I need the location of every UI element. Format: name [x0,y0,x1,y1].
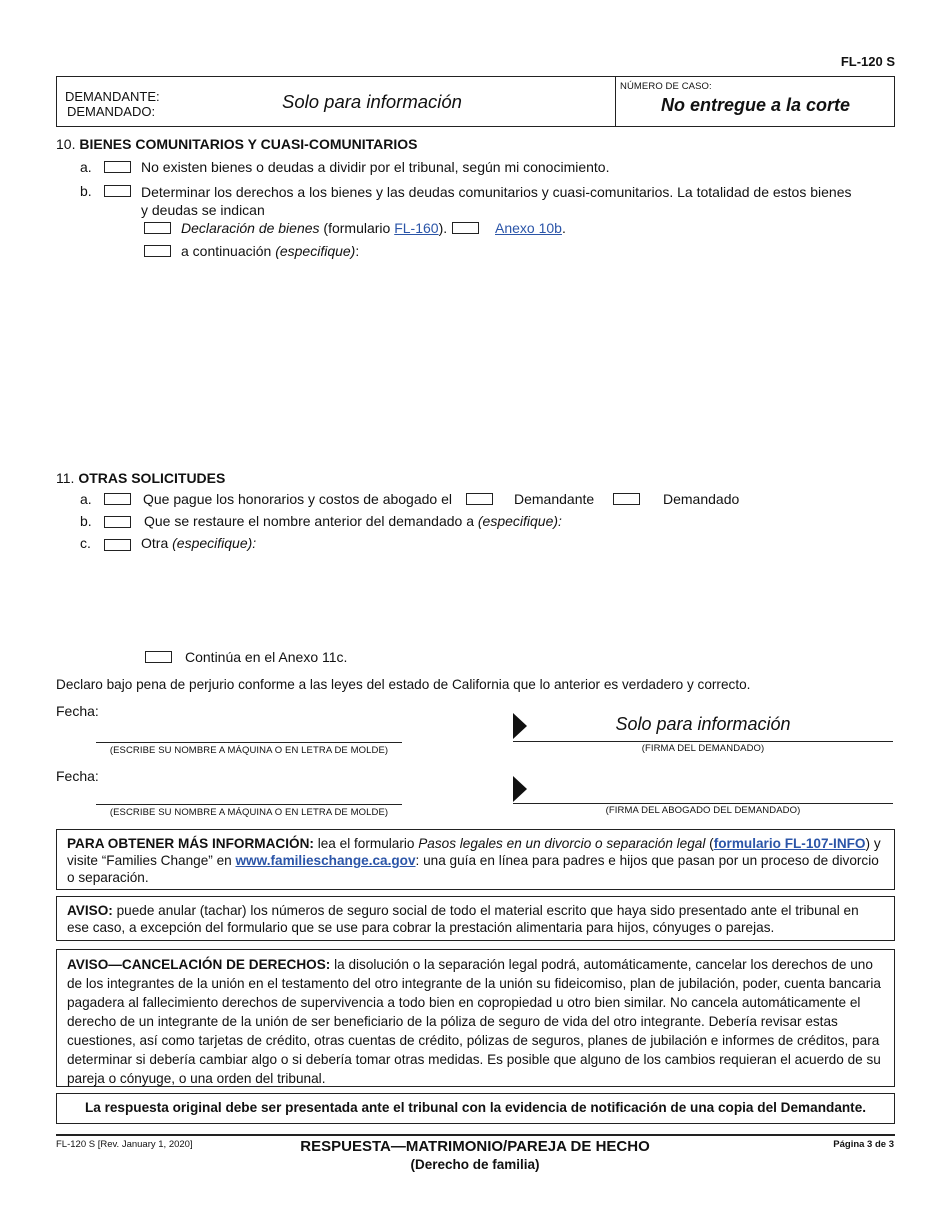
respondent-label: DEMANDADO: [66,104,156,119]
date-label-1: Fecha: [56,703,99,719]
attachment-10b-link[interactable]: Anexo 10b [495,220,562,236]
section-10-title: BIENES COMUNITARIOS Y CUASI-COMUNITARIOS [79,136,418,152]
checkbox-11c[interactable] [104,539,131,551]
item-10a-letter: a. [80,159,92,175]
item-11b-italic: (especifique): [477,513,562,529]
declaration-of-property-text [181,220,447,236]
below-colon: : [355,243,360,259]
item-11a-text: Que pague los honorarios y costos de abogado el [143,491,452,507]
attachment-10b-text [495,220,566,236]
attachment-10b-end: . [561,220,566,236]
families-change-link[interactable]: www.familieschange.ca.gov [235,853,416,868]
section-10-heading [56,136,417,152]
case-number-label: NÚMERO DE CASO: [620,81,712,92]
ssn-notice-text [67,902,884,936]
item-11c-italic: (especifique): [172,535,257,551]
respondent-option: Demandado [663,491,740,507]
fl-160-link[interactable]: FL-160 [394,220,439,236]
more-info-italic: Pasos legales en un divorcio o separación legal [418,836,706,851]
item-11c-letter: c. [80,535,91,551]
item-10b-line2: y deudas se indican [141,202,265,218]
fl-107-info-link[interactable]: formulario FL-107-INFO [713,836,866,851]
checkbox-11a-respondent[interactable] [613,493,640,505]
signature-line-1[interactable] [513,741,893,742]
item-11b-letter: b. [80,513,92,529]
signature-line-2[interactable] [513,803,893,804]
section-11-number: 11. [56,470,75,486]
item-11c-text [141,535,256,551]
checkbox-10b-below[interactable] [144,245,171,257]
name-caption-2: (ESCRIBE SU NOMBRE A MÁQUINA O EN LETRA DE MOLDE) [109,807,389,818]
section-11-heading [56,470,225,486]
footer-subtitle: (Derecho de familia) [410,1157,540,1172]
item-10b-letter: b. [80,183,92,199]
name-line-1[interactable] [96,742,402,743]
more-info-t4: : una guía en línea para padres e hijos que pasan por un proceso de divorcio o separación. [67,853,879,885]
checkbox-10a[interactable] [104,161,131,173]
declaration-mid: (formulario [319,220,395,236]
checkbox-11c-continued[interactable] [145,651,172,663]
checkbox-11a-petitioner[interactable] [466,493,493,505]
declaration-italic: Declaración de bienes [181,220,320,236]
name-caption-1: (ESCRIBE SU NOMBRE A MÁQUINA O EN LETRA DE MOLDE) [109,745,389,756]
continued-text: Continúa en el Anexo 11c. [185,649,348,665]
petitioner-label: DEMANDANTE: [65,89,160,104]
footer-revision: FL-120 S [Rev. January 1, 2020] [56,1139,193,1150]
section-11-title: OTRAS SOLICITUDES [78,470,226,486]
revocation-body: la disolución o la separación legal podrá, automáticamente, cancelar los derechos de uno de los integrantes de la unión en el testamento del otro integrante de la unión su fideicomiso, plan de jubilación, poder, cuenta bancaria pagadera al fallecimiento derechos de supervivencia a todo bien en copropiedad u otro bien similar. No cancela automáticamente el derecho de un integrante de la unión de ser beneficiario de la póliza de seguro de vida del otro integrante. Debería revisar estas cuestiones, así como tarjetas de crédito, otras cuentas de crédito, pólizas de seguros, planes de jubilación e informes de créditos, para determinar si debería cambiar algo o si debería tomar otras medidas. Es posible que alguno de los cambios requieran el acuerdo de su pareja o cónyuge, o una orden del tribunal. [67,957,881,1086]
filing-notice-box [56,1093,895,1124]
checkbox-11a[interactable] [104,493,131,505]
item-10b-line1: Determinar los derechos a los bienes y las deudas comunitarios y cuasi-comunitarios. La totalidad de estos bienes [141,184,852,200]
signature-value-1: Solo para información [615,714,791,734]
footer-title: RESPUESTA—MATRIMONIO/PAREJA DE HECHO [300,1138,650,1155]
more-info-text [67,835,884,886]
revocation-text [67,955,884,1088]
signature-arrow-icon-2 [513,776,527,802]
below-specify-text [181,243,359,259]
revocation-bold: AVISO—CANCELACIÓN DE DERECHOS: [67,957,331,972]
footer-rule [56,1134,895,1136]
case-number-value: No entregue a la corte [661,95,851,115]
checkbox-10b[interactable] [104,185,131,197]
below-italic: (especifique) [275,243,356,259]
filing-notice-text: La respuesta original debe ser presentada ante el tribunal con la evidencia de notificación de una copia del Demandante. [84,1100,867,1115]
section-10-number: 10. [56,136,76,152]
checkbox-10b-declaration[interactable] [144,222,171,234]
form-code-top: FL-120 S [840,54,895,69]
more-info-bold: PARA OBTENER MÁS INFORMACIÓN: [67,836,314,851]
ssn-notice-body: puede anular (tachar) los números de seguro social de todo el material escrito que haya sido presentado ante el tribunal en ese caso, a excepción del formulario que se use para cobrar la prestación alimentaria para hijos, cónyuges o parejas. [67,903,859,935]
item-11b-text [144,513,562,529]
footer-page-number: Página 3 de 3 [833,1139,894,1150]
signature-caption-2: (FIRMA DEL ABOGADO DEL DEMANDADO) [605,805,801,816]
petitioner-option: Demandante [514,491,595,507]
item-11a-letter: a. [80,491,92,507]
date-label-2: Fecha: [56,768,99,784]
below-text: a continuación [181,243,276,259]
item-10b-text [141,183,861,219]
info-only-text: Solo para información [282,91,462,112]
declaration-end: ). [438,220,448,236]
item-11c-main: Otra [141,535,173,551]
item-10a-text: No existen bienes o deudas a dividir por el tribunal, según mi conocimiento. [141,159,610,175]
checkbox-11b[interactable] [104,516,131,528]
revocation-notice-box [56,949,895,1087]
more-info-box [56,829,895,890]
more-info-t2: ( [705,836,714,851]
perjury-declaration: Declaro bajo pena de perjurio conforme a las leyes del estado de California que lo anterior es verdadero y correcto. [56,677,751,692]
caption-box [56,76,895,127]
item-11b-main: Que se restaure el nombre anterior del demandado a [144,513,478,529]
more-info-t1: lea el formulario [313,836,419,851]
signature-caption-1: (FIRMA DEL DEMANDADO) [641,743,765,754]
ssn-notice-box [56,896,895,941]
name-line-2[interactable] [96,804,402,805]
checkbox-10b-attachment[interactable] [452,222,479,234]
ssn-notice-bold: AVISO: [67,903,113,918]
more-info-t3: ) y visite “Families Change” en [67,836,881,868]
party-labels [65,89,160,119]
party-cell [57,77,616,126]
